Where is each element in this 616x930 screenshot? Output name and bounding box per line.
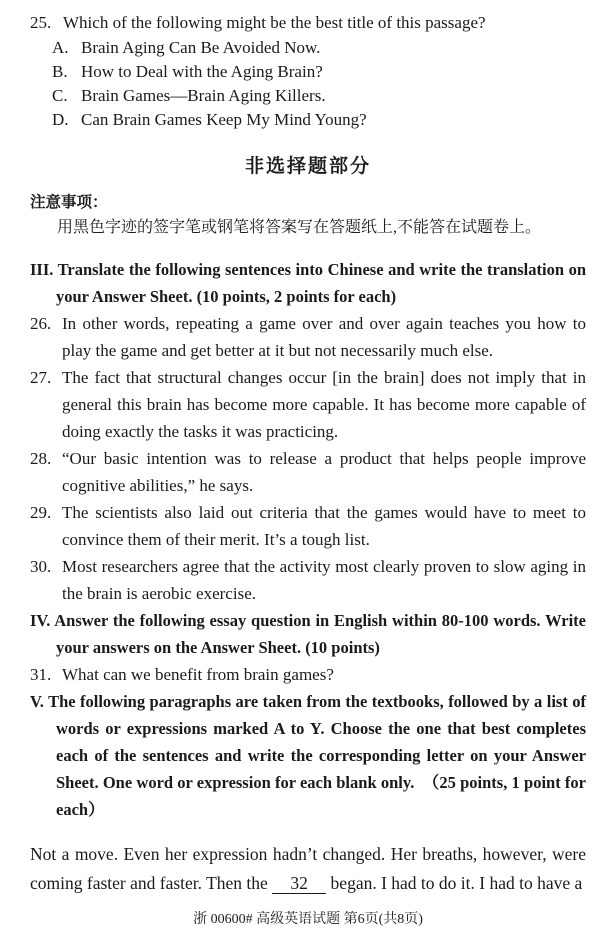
option-d [52, 108, 586, 132]
option-d-label: D. [52, 110, 69, 129]
item-26-number: 26. [30, 314, 52, 333]
notes-label: 注意事项： [30, 194, 108, 211]
item-31-text: What can we benefit from brain games? [62, 665, 334, 684]
section-iv-text: Answer the following essay question in English within 80-100 words. Write your answers on the Answer Sheet. (10 points) [54, 611, 586, 657]
section-iv-label: IV. [30, 611, 51, 630]
item-27 [30, 364, 586, 445]
item-30-number: 30. [30, 557, 52, 576]
option-b-label: B. [52, 62, 68, 81]
item-28-text: “Our basic intention was to release a product that helps people improve cognitive abilities,” he says. [62, 449, 586, 495]
question-25-text: Which of the following might be the best title of this passage? [63, 13, 486, 32]
item-27-text: The fact that structural changes occur [in the brain] does not imply that in general this brain has become more capable. It has become more capable of doing exactly the tasks it was practicing. [62, 368, 586, 441]
option-c [52, 84, 586, 108]
item-31-number: 31. [30, 665, 52, 684]
cloze-passage [30, 840, 586, 898]
option-a-text: Brain Aging Can Be Avoided Now. [81, 38, 321, 57]
option-a [52, 36, 586, 60]
question-25 [30, 9, 586, 36]
item-29-text: The scientists also laid out criteria that the games would have to meet to convince them of their merit. It’s a tough list. [62, 503, 586, 549]
question-25-options [30, 36, 586, 132]
item-28-number: 28. [30, 449, 52, 468]
option-c-text: Brain Games—Brain Aging Killers. [81, 86, 326, 105]
section-v-label: V. [30, 692, 44, 711]
item-28 [30, 445, 586, 499]
item-30 [30, 553, 586, 607]
option-c-label: C. [52, 86, 68, 105]
option-b [52, 60, 586, 84]
section-v-text: The following paragraphs are taken from the textbooks, followed by a list of words or expressions marked A to Y. Choose the one that best completes each of the sentences and write the corresponding letter on your Answer Sheet. One word or expression for each blank only. （25 points, 1 point for each） [48, 692, 586, 819]
section-v-heading [30, 688, 586, 823]
section-iv-heading [30, 607, 586, 661]
item-26 [30, 310, 586, 364]
option-d-text: Can Brain Games Keep My Mind Young? [81, 110, 367, 129]
item-30-text: Most researchers agree that the activity most clearly proven to slow aging in the brain is aerobic exercise. [62, 557, 586, 603]
option-a-label: A. [52, 38, 69, 57]
passage-text-before: Not a move. Even her expression hadn’t changed. Her breaths, however, were coming faster and faster. Then the [30, 844, 586, 893]
question-25-number: 25. [30, 13, 52, 32]
item-29-number: 29. [30, 503, 52, 522]
item-29 [30, 499, 586, 553]
item-27-number: 27. [30, 368, 52, 387]
section-iii-heading [30, 256, 586, 310]
section-iii-label: III. [30, 260, 54, 279]
blank-32: 32 [272, 873, 326, 894]
page-footer: 浙 00600# 高级英语试题 第6页(共8页) [193, 912, 423, 927]
option-b-text: How to Deal with the Aging Brain? [81, 62, 323, 81]
passage-text-after: began. I had to do it. I had to have a [330, 873, 583, 893]
notes-text: 用黑色字迹的签字笔或钢笔将答案写在答题纸上,不能答在试题卷上。 [57, 219, 542, 236]
section-iii-text: Translate the following sentences into Chinese and write the translation on your Answer Sheet. (10 points, 2 points for each) [56, 260, 586, 306]
section-title: 非选择题部分 [244, 156, 371, 177]
item-31 [30, 661, 586, 688]
item-26-text: In other words, repeating a game over and over again teaches you how to play the game and get better at it but not necessarily much else. [62, 314, 586, 360]
